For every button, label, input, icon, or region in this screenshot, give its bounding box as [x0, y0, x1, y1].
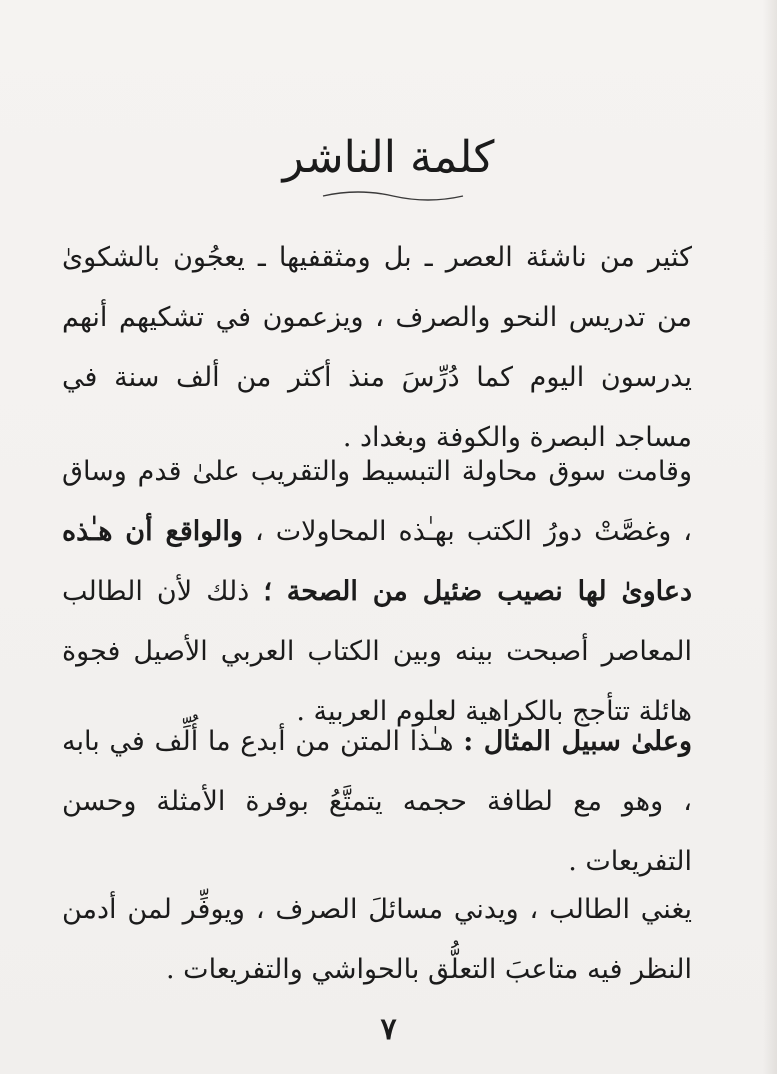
- paragraph-2-bold: والواقع أن هـٰذه دعاوىٰ لها نصيب ضئيل من الصحة ؛: [62, 516, 693, 607]
- title-flourish: [318, 186, 468, 206]
- page-title: كلمة الناشر: [282, 132, 495, 183]
- paragraph-2-end: ذلك لأن الطالب المعاصر أصبحت بينه وبين الكتاب العربي الأصيل فجوة هائلة تتأجج بالكراهية لعلوم العربية .: [62, 576, 692, 727]
- paragraph-3-bold: وعلىٰ سبيل المثال :: [463, 726, 692, 757]
- page-number: ٧: [380, 1012, 397, 1047]
- paragraph-1-text: كثير من ناشئة العصر ـ بل ومثقفيها ـ يعجُون بالشكوىٰ من تدريس النحو والصرف ، ويزعمون في تشكيهم أنهم يدرسون اليوم كما دُرِّسَ منذ أكثر من ألف سنة في مساجد البصرة والكوفة وبغداد .: [62, 242, 692, 453]
- paragraph-2-start: وقامت سوق محاولة التبسيط والتقريب علىٰ قدم وساق ، وغصَّتْ دورُ الكتب بهـٰذه المحاولات ،: [62, 456, 692, 547]
- paragraph-2: [62, 442, 692, 742]
- paragraph-3-rest: هـٰذا المتن من أبدع ما أُلِّف في بابه ، وهو مع لطافة حجمه يتمتَّعُ بوفرة الأمثلة وحسن التفريعات .: [62, 726, 692, 877]
- paragraph-4-text: يغني الطالب ، ويدني مسائلَ الصرف ، ويوفِّر لمن أدمن النظر فيه متاعبَ التعلُّق بالحواشي والتفريعات .: [62, 894, 692, 985]
- paragraph-1: [62, 228, 692, 468]
- paragraph-4: [62, 880, 692, 1000]
- paragraph-3: [62, 712, 692, 892]
